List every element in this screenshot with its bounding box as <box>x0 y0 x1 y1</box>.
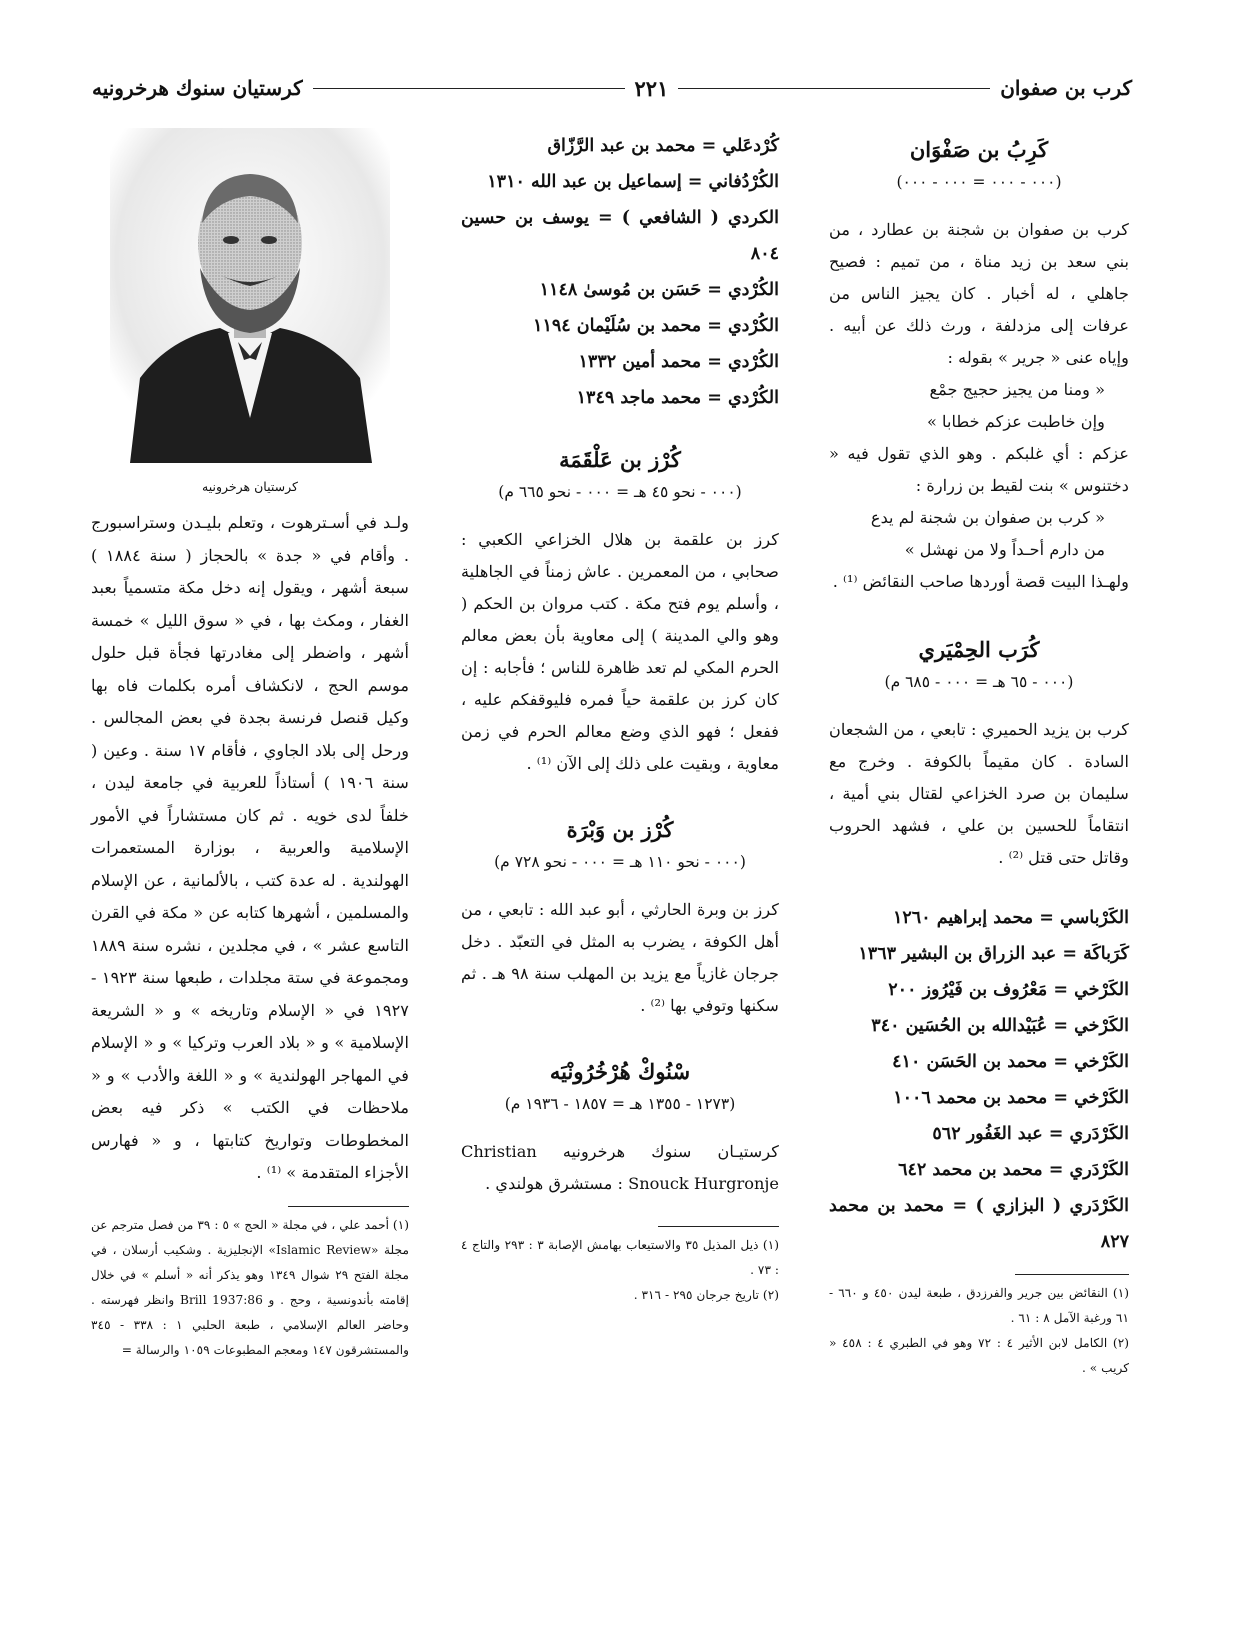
cross-reference: الكَرْخي = عُبَيْدالله بن الحُسَين ٣٤٠ <box>871 1016 1129 1036</box>
cross-reference: الكَرْخي = مَعْرُوف بن فَيْرُوز ٢٠٠ <box>888 980 1129 1000</box>
column-left <box>91 128 409 1363</box>
cross-reference: الكَرْدَري = محمد بن محمد ٦٤٢ <box>898 1160 1129 1180</box>
column-middle <box>461 128 779 1308</box>
entry-title: كُرْز بن وَبْرَة <box>566 817 674 842</box>
entry-text: كرز بن علقمة بن هلال الخزاعي الكعبي : صحابي ، من المعمرين . عاش زمناً في الجاهلية ، وأسلم يوم فتح مكة . كتب مروان بن الحكم ( وهو والي المدينة ) إلى معاوية بأن بعض معالم الحرم المكي لم تعد ظاهرة للناس ؛ فأجابه : إن كان كرز بن علقمة حياً فمره فليوقفكم عليه ، ففعل ؛ فهو الذي وضع معالم الحرم في زمن معاوية ، وبقيت على ذلك إلى الآن ⁽¹⁾ . <box>461 530 779 773</box>
cross-reference: الكُرْدُفاني = إسماعيل بن عبد الله ١٣١٠ <box>487 172 779 192</box>
cross-reference: الكردي ( الشافعي ) = يوسف بن حسين ٨٠٤ <box>461 208 779 264</box>
verse-line: « ومنا من يجيز حجيج جمْع <box>929 380 1105 399</box>
footnote-separator <box>1015 1274 1129 1275</box>
column-right <box>829 128 1129 1381</box>
entry-text: عزكم : أي غلبكم . وهو الذي تقول فيه « دختنوس » بنت لقيط بن زرارة : <box>829 444 1129 495</box>
header-rule-left <box>313 88 625 89</box>
cross-reference: الكَرْدَري = عبد الغَفُور ٥٦٢ <box>932 1124 1129 1144</box>
cross-reference: الكُرْدي = حَسَن بن مُوسىٰ ١١٤٨ <box>539 280 779 300</box>
portrait-photo <box>110 128 390 463</box>
entry-dates: (٠٠٠ - نحو ٤٥ هـ = ٠٠٠ - نحو ٦٦٥ م) <box>498 483 742 501</box>
header-right-title: كرب بن صفوان <box>1000 76 1132 100</box>
cross-reference: الكَرْدَري ( البزازي ) = محمد بن محمد ٨٢٧ <box>829 1196 1129 1252</box>
cross-reference: الكَرْخي = محمد بن محمد ١٠٠٦ <box>893 1088 1129 1108</box>
portrait-illustration <box>110 128 390 463</box>
footnote: (١) ذيل المذيل ٣٥ والاستيعاب بهامش الإصابة ٣ : ٢٩٣ والتاج ٤ : ٧٣ . <box>461 1238 779 1277</box>
entry-title: سْنُوكْ هُرْخُرُونْيَه <box>549 1059 691 1084</box>
footnote: (١) أحمد علي ، في مجلة « الحج » ٥ : ٣٩ من فصل مترجم عن مجلة «Islamic Review» الإنجليزية . وشكيب أرسلان ، في مجلة الفتح ٢٩ شوال ١٣٤٩ وهو يذكر أنه « أسلم » في خلال إقامته بأندونسية ، وحج . و Brill 1937:86 وانظر فهرسته . وحاضر العالم الإسلامي ، طبعة الحلبي ١ : ٣٣٨ - ٣٤٥ والمستشرقون ١٤٧ ومعجم المطبوعات ١٠٥٩ والرسالة = <box>91 1217 410 1357</box>
entry-title: كُرْز بن عَلْقَمَة <box>559 447 681 472</box>
entry-text: كرب بن صفوان بن شجنة بن عطارد ، من بني سعد بن زيد مناة ، من تميم : فصيح جاهلي ، له أخبار . كان يجيز الناس من عرفات إلى مزدلفة ، ورث ذلك عن أبيه . وإياه عنى « جرير » بقوله : <box>829 220 1129 367</box>
entry-text: كرز بن وبرة الحارثي ، أبو عبد الله : تابعي ، من أهل الكوفة ، يضرب به المثل في التعبّد . دخل جرجان غازياً مع يزيد بن المهلب سنة ٩٨ هـ . ثم سكنها وتوفي بها ⁽²⁾ . <box>461 900 779 1015</box>
page-number: ٢٢١ <box>634 75 669 101</box>
header-rule-right <box>678 88 990 89</box>
entry-dates: (٠٠٠ - ٦٥ هـ = ٠٠٠ - ٦٨٥ م) <box>884 673 1074 691</box>
footnote: (٢) الكامل لابن الأثير ٤ : ٧٢ وهو في الطبري ٤ : ٤٥٨ « كريب » . <box>829 1336 1129 1375</box>
verse-line: « كرب بن صفوان بن شجنة لم يدع <box>870 508 1105 527</box>
cross-reference: كَرَباكَة = عبد الزراق بن البشير ١٣٦٣ <box>858 944 1129 964</box>
cross-reference: الكُرْدي = محمد أمين ١٣٣٢ <box>578 352 779 372</box>
cross-reference: الكُرْدي = محمد ماجد ١٣٤٩ <box>576 388 779 408</box>
entry-text: ولهـذا البيت قصة أوردها صاحب النقائض ⁽¹⁾ . <box>832 572 1129 591</box>
page-header <box>92 68 1132 108</box>
entry-title: كُرَب الحِمْيَري <box>918 637 1040 662</box>
verse-line: وإن خاطبت عزكم خطابا » <box>926 412 1105 431</box>
header-left-title: كرستيان سنوك هرخرونيه <box>91 76 303 100</box>
footnote-separator <box>288 1206 409 1207</box>
cross-reference: الكَرْخي = محمد بن الحَسَن ٤١٠ <box>892 1052 1129 1072</box>
entry-text: كرب بن يزيد الحميري : تابعي ، من الشجعان السادة . كان مقيماً بالكوفة . وخرج مع سليمان بن صرد الخزاعي لقتال بني أمية ، انتقاماً للحسين بن علي ، فشهد الحروب وقاتل حتى قتل ⁽²⁾ . <box>829 720 1129 867</box>
entry-text: كرستيـان سنوك هرخرونيه Christian Snouck Hurgronje : مستشرق هولندي . <box>461 1142 779 1193</box>
entry-text: ولـد في أسـترهوت ، وتعلم بليـدن وستراسبورج . وأقام في « جدة » بالحجاز ( سنة ١٨٨٤ ) سبعة أشهر ، ويقول إنه دخل مكة متسمياً بعبد الغفار ، ومكث بها ، في « سوق الليل » خمسة أشهر ، واضطر إلى مغادرتها فجأة قبل حلول موسم الحج ، لانكشاف أمره بكلمات فاه بها وكيل قنصل فرنسة بجدة في بعض المجالس . ورحل إلى بلاد الجاوي ، فأقام ١٧ سنة . وعين ( سنة ١٩٠٦ ) أستاذاً للعربية في جامعة ليدن ، خلفاً لدى خويه . ثم كان مستشاراً في الأمور الإسلامية والعربية ، بوزارة المستعمرات الهولندية . له عدة كتب ، بالألمانية ، عن الإسلام والمسلمين ، أشهرها كتابه عن « مكة في القرن التاسع عشر » ، في مجلدين ، نشره سنة ١٨٨٩ ومجموعة في ستة مجلدات ، طبعها سنة ١٩٢٣ - ١٩٢٧ في « الإسلام وتاريخه » و « الشريعة الإسلامية » و « بلاد العرب وتركيا » و « الإسلام في المهاجر الهولندية » و « اللغة والأدب » و « ملاحظات في الكتب » ذكر فيه بعض المخطوطات وتواريخ كتابتها ، و « فهارس الأجزاء المتقدمة » ⁽¹⁾ . <box>91 513 410 1182</box>
cross-reference: الكَرْباسي = محمد إبراهيم ١٢٦٠ <box>893 908 1129 928</box>
photo-caption: كرستيان هرخرونيه <box>202 479 298 494</box>
verse-line: من دارم أحـداً ولا من نهشل » <box>904 540 1105 559</box>
footnote: (٢) تاريخ جرجان ٢٩٥ - ٣١٦ . <box>633 1288 779 1302</box>
cross-reference: كُرْدعَلي = محمد بن عبد الرَّزّاق <box>547 136 779 156</box>
entry-dates: (٠٠٠ - نحو ١١٠ هـ = ٠٠٠ - نحو ٧٢٨ م) <box>494 853 746 871</box>
entry-dates: (١٢٧٣ - ١٣٥٥ هـ = ١٨٥٧ - ١٩٣٦ م) <box>504 1095 736 1113</box>
entry-dates: (٠٠٠ - ٠٠٠ = ٠٠٠ - ٠٠٠) <box>896 173 1062 191</box>
footnote: (١) النقائض بين جرير والفرزدق ، طبعة ليدن ٤٥٠ و ٦٦٠ - ٦١ ورغبة الآمل ٨ : ٦١ . <box>829 1286 1130 1325</box>
footnote-separator <box>658 1226 779 1227</box>
entry-title: كَرِبُ بن صَفْوَان <box>909 137 1049 162</box>
cross-reference: الكُرْدي = محمد بن سُلَيْمان ١١٩٤ <box>533 316 779 336</box>
